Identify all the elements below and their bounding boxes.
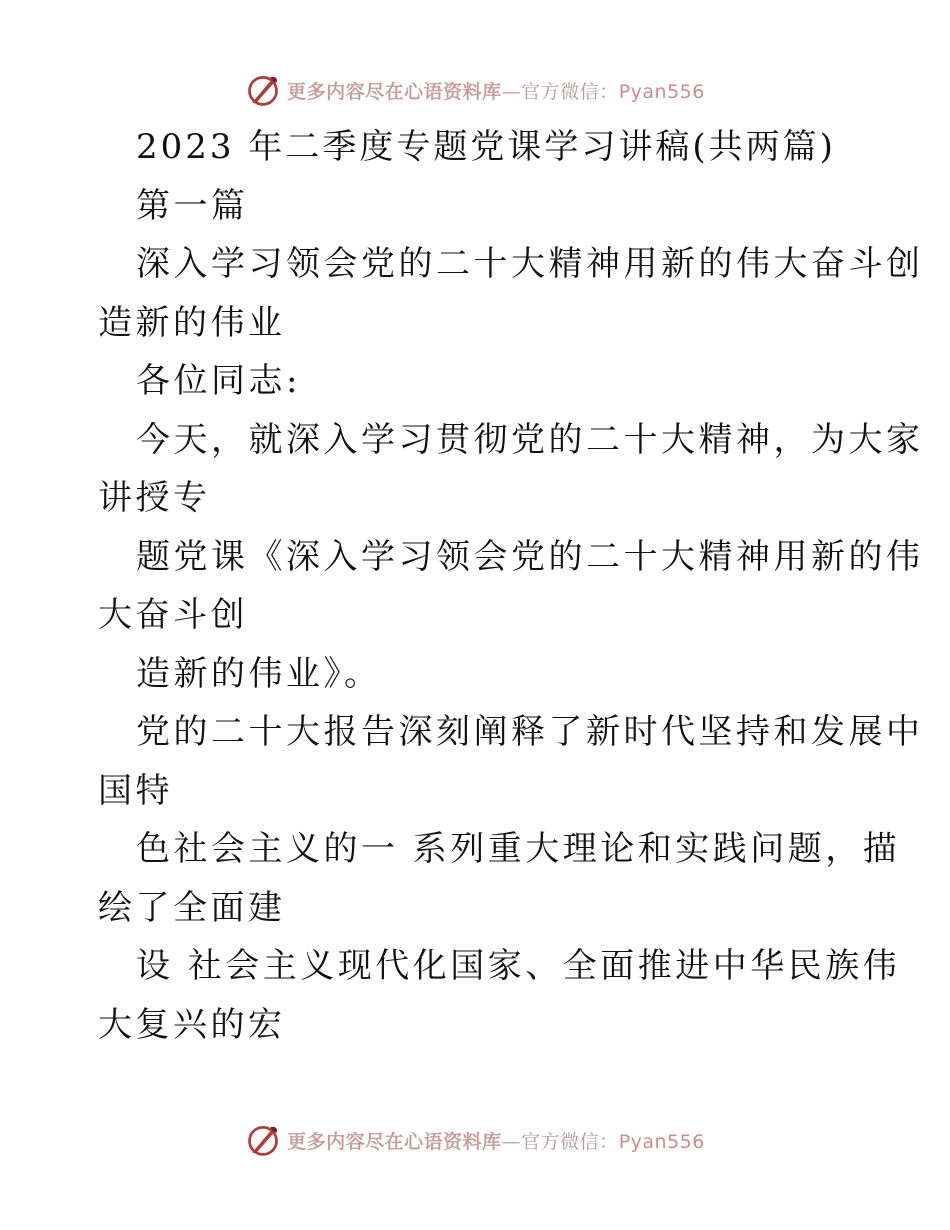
- watermark-wechat-id: Pyan556: [618, 80, 705, 103]
- footer-watermark: [0, 1120, 950, 1160]
- watermark-official-label: 官方微信：: [521, 1130, 619, 1153]
- watermark-brand: 更多内容尽在心语资料库: [287, 1130, 502, 1153]
- text-line: 党的二十大报告深刻阐释了新时代坚持和发展中: [136, 712, 924, 752]
- quill-logo-icon: [245, 1122, 281, 1158]
- text-line: 大奋斗创: [98, 595, 248, 635]
- header-watermark: [0, 70, 950, 110]
- text-line: 题党课《深入学习领会党的二十大精神用新的伟: [136, 536, 924, 577]
- text-line: 色社会主义的一 系列重大理论和实践问题，描: [136, 829, 901, 869]
- text-line: 大复兴的宏: [98, 1004, 286, 1045]
- text-line: 今天，就深入学习贯彻党的二十大精神，为大家: [136, 419, 924, 460]
- text-line: 深入学习领会党的二十大精神用新的伟大奋斗创: [136, 244, 924, 284]
- text-line: 绘了全面建: [98, 887, 286, 928]
- text-line: 国特: [98, 770, 173, 811]
- watermark-text: [287, 1127, 705, 1154]
- document-body: [98, 118, 924, 1054]
- watermark-dash: —: [501, 80, 522, 103]
- text-line: 第一篇: [136, 185, 249, 226]
- document-title: 2023 年二季度专题党课学习讲稿(共两篇): [136, 127, 836, 167]
- watermark-brand: 更多内容尽在心语资料库: [287, 80, 502, 103]
- watermark-wechat-id: Pyan556: [618, 1130, 705, 1153]
- watermark-dash: —: [501, 1130, 522, 1153]
- watermark-official-label: 官方微信：: [521, 80, 619, 103]
- text-line: 造新的伟业》。: [136, 653, 382, 694]
- text-line: 讲授专: [98, 478, 211, 518]
- watermark-text: [287, 77, 705, 104]
- text-line: 造新的伟业: [98, 302, 286, 343]
- quill-logo-icon: [245, 72, 281, 108]
- text-line: 设 社会主义现代化国家、全面推进中华民族伟: [136, 946, 901, 986]
- text-line: 各位同志:: [136, 361, 301, 401]
